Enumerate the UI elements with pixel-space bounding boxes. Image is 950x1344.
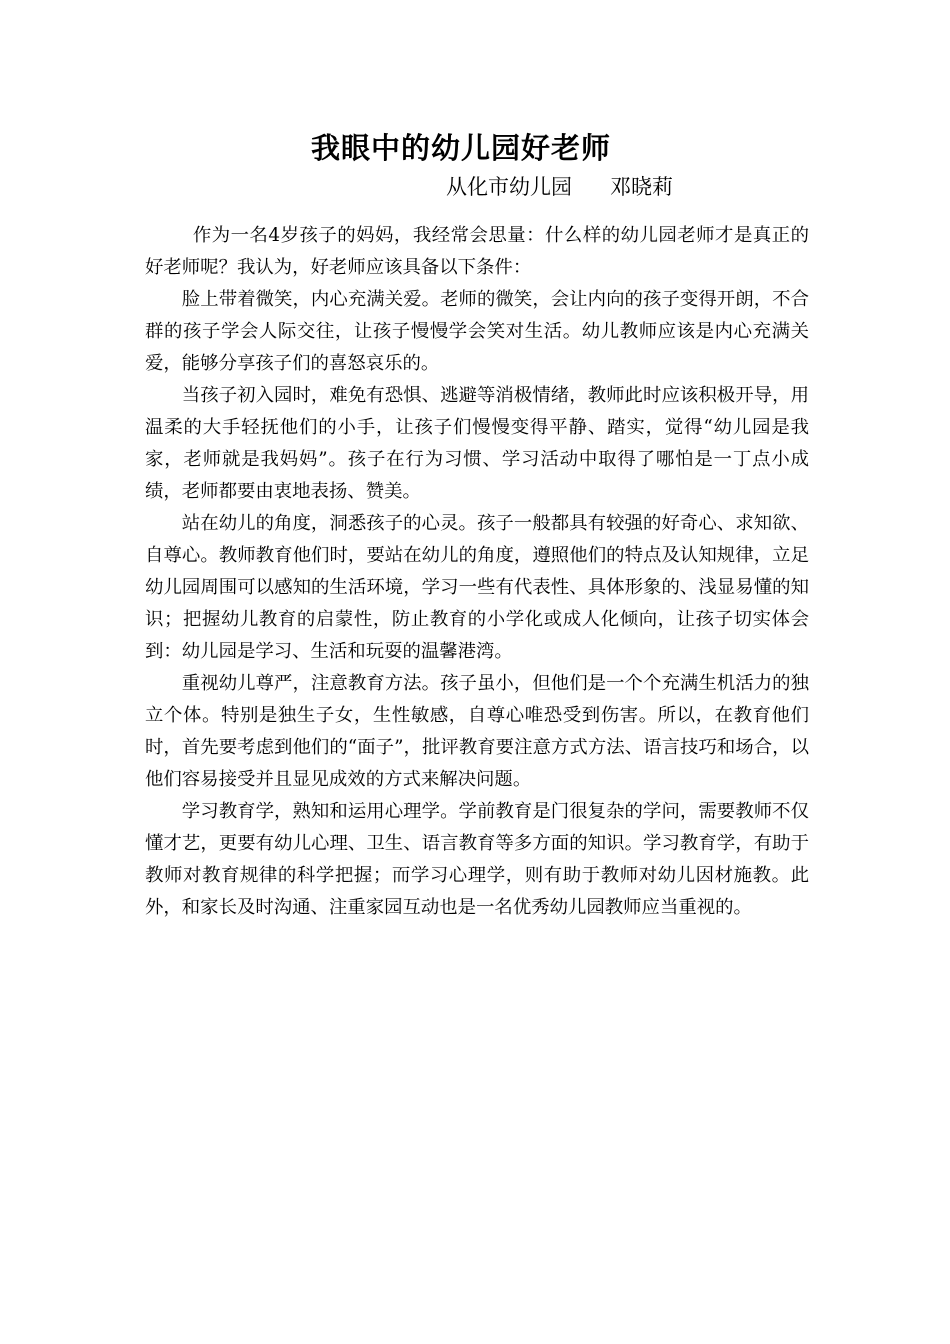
paragraph-child-perspective: 站在幼儿的角度，洞悉孩子的心灵。孩子一般都具有较强的好奇心、求知欲、自尊心。教师教育他们时，要站在幼儿的角度，遵照他们的特点及认知规律，立足幼儿园周围可以感知的生活环境，学习一些有代表性、具体形象的、浅显易懂的知识；把握幼儿教育的启蒙性，防止教育的小学化或成人化倾向，让孩子切实体会到：幼儿园是学习、生活和玩耍的温馨港湾。 (145, 513, 809, 662)
paragraph-first-entry: 当孩子初入园时，难免有恐惧、逃避等消极情绪，教师此时应该积极开导，用温柔的大手轻抚他们的小手，让孩子们慢慢变得平静、踏实，觉得“幼儿园是我家，老师就是我妈妈”。孩子在行为习惯、学习活动中取得了哪怕是一丁点小成绩，老师都要由衷地表扬、赞美。 (145, 385, 809, 502)
page-title: 我眼中的幼儿园好老师 (310, 131, 611, 165)
paragraph-pedagogy-psychology: 学习教育学，熟知和运用心理学。学前教育是门很复杂的学问，需要教师不仅懂才艺，更要有幼儿心理、卫生、语言教育等多方面的知识。学习教育学，有助于教师对教育规律的科学把握；而学习心理学，则有助于教师对幼儿因材施教。此外，和家长及时沟通、注重家园互动也是一名优秀幼儿园教师应当重视的。 (145, 801, 809, 918)
article-body (145, 220, 809, 924)
byline (446, 172, 673, 202)
byline-organization: 从化市幼儿园 (446, 175, 572, 199)
paragraph-dignity-and-method: 重视幼儿尊严，注意教育方法。孩子虽小，但他们是一个个充满生机活力的独立个体。特别是独生子女，生性敏感，自尊心唯恐受到伤害。所以，在教育他们时，首先要考虑到他们的“面子”，批评教育要注意方式方法、语言技巧和场合，以他们容易接受并且显见成效的方式来解决问题。 (145, 673, 809, 790)
paragraph-smile-and-care: 脸上带着微笑，内心充满关爱。老师的微笑，会让内向的孩子变得开朗，不合群的孩子学会人际交往，让孩子慢慢学会笑对生活。幼儿教师应该是内心充满关爱，能够分享孩子们的喜怒哀乐的。 (145, 289, 809, 374)
byline-author: 邓晓莉 (610, 175, 673, 199)
paragraph-intro: 作为一名4岁孩子的妈妈，我经常会思量：什么样的幼儿园老师才是真正的好老师呢？我认为，好老师应该具备以下条件： (145, 225, 809, 278)
